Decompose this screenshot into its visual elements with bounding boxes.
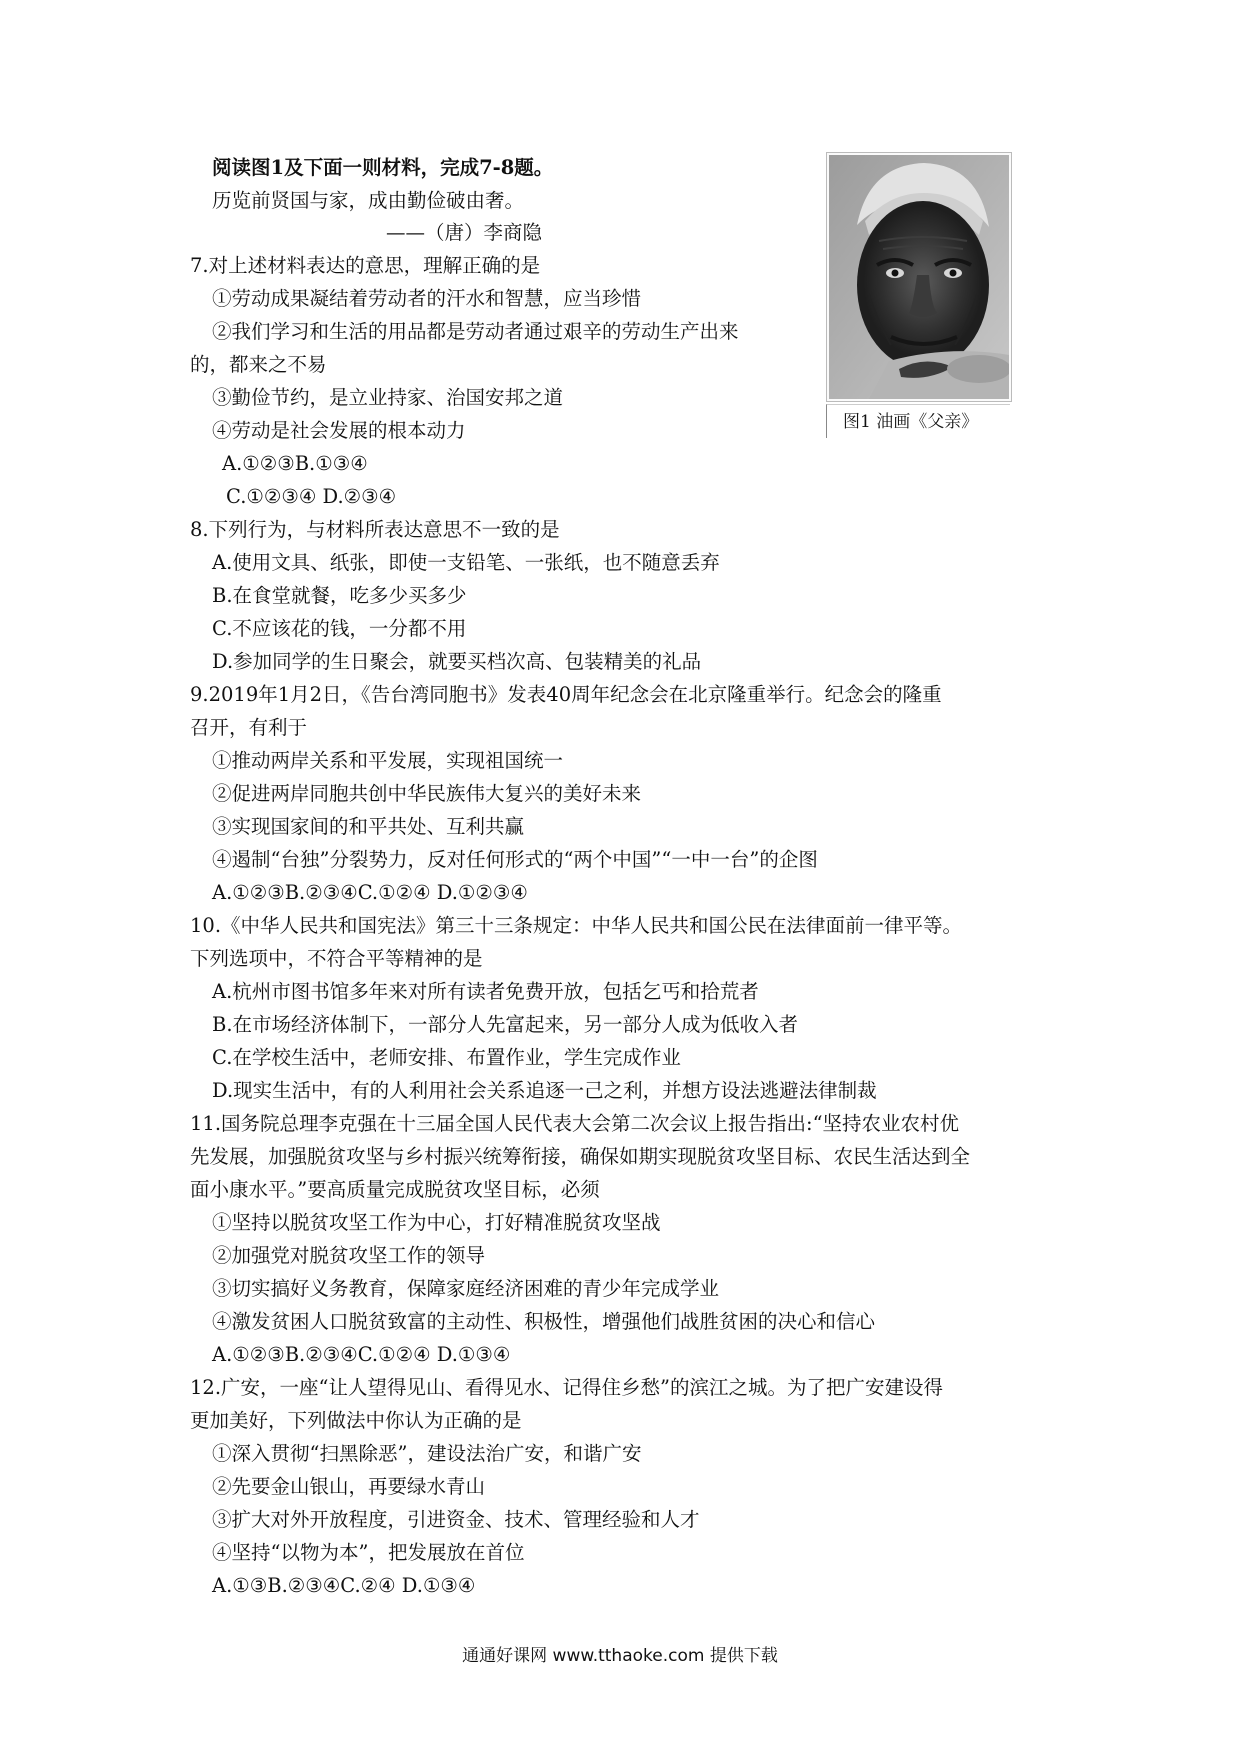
- question-7-option-4: ④劳动是社会发展的根本动力: [212, 419, 466, 442]
- question-7-option-3: ③勤俭节约，是立业持家、治国安邦之道: [212, 386, 564, 409]
- question-7-option-2-cont: 的，都来之不易: [190, 353, 327, 376]
- question-12-stem-1: 12.广安，一座“让人望得见山、看得见水、记得住乡愁”的滨江之城。为了把广安建设得: [190, 1376, 943, 1399]
- question-10-option-a: A.杭州市图书馆多年来对所有读者免费开放，包括乞丐和拾荒者: [212, 980, 759, 1003]
- question-10-option-b: B.在市场经济体制下，一部分人先富起来，另一部分人成为低收入者: [212, 1013, 799, 1036]
- question-11-option-4: ④激发贫困人口脱贫致富的主动性、积极性，增强他们战胜贫困的决心和信心: [212, 1310, 876, 1333]
- question-10-option-c: C.在学校生活中，老师安排、布置作业，学生完成作业: [212, 1046, 681, 1069]
- question-9-stem-1: 9.2019年1月2日，《告台湾同胞书》发表40周年纪念会在北京隆重举行。纪念会的隆重: [190, 683, 942, 706]
- question-10-stem-1: 10.《中华人民共和国宪法》第三十三条规定：中华人民共和国公民在法律面前一律平等。: [190, 914, 963, 937]
- quote-author: ——（唐）李商隐: [386, 221, 543, 244]
- question-10-option-d: D.现实生活中，有的人利用社会关系追逐一己之利，并想方设法逃避法律制裁: [212, 1079, 877, 1102]
- question-12-option-3: ③扩大对外开放程度，引进资金、技术、管理经验和人才: [212, 1508, 700, 1531]
- question-7-option-2: ②我们学习和生活的用品都是劳动者通过艰辛的劳动生产出来: [212, 320, 739, 343]
- question-11-option-1: ①坚持以脱贫攻坚工作为中心，打好精准脱贫攻坚战: [212, 1211, 661, 1234]
- question-7-answers-ab: A.①②③B.①③④: [222, 452, 368, 475]
- question-11-option-2: ②加强党对脱贫攻坚工作的领导: [212, 1244, 486, 1267]
- instruction: 阅读图1及下面一则材料，完成7-8题。: [212, 156, 554, 179]
- question-12-option-4: ④坚持“以物为本”，把发展放在首位: [212, 1541, 525, 1564]
- question-12-option-1: ①深入贯彻“扫黑除恶”，建设法治广安，和谐广安: [212, 1442, 642, 1465]
- question-9-option-3: ③实现国家间的和平共处、互利共赢: [212, 815, 525, 838]
- question-11-answers: A.①②③B.②③④C.①②④ D.①③④: [212, 1343, 511, 1366]
- question-8-option-a: A.使用文具、纸张，即使一支铅笔、一张纸，也不随意丢弃: [212, 551, 720, 574]
- question-7-stem: 7.对上述材料表达的意思，理解正确的是: [190, 254, 541, 277]
- question-8-stem: 8.下列行为，与材料所表达意思不一致的是: [190, 518, 560, 541]
- question-7-option-1: ①劳动成果凝结着劳动者的汗水和智慧，应当珍惜: [212, 287, 642, 310]
- question-12-answers: A.①③B.②③④C.②④ D.①③④: [212, 1574, 476, 1597]
- question-12-stem-2: 更加美好，下列做法中你认为正确的是: [190, 1409, 522, 1432]
- question-8-option-c: C.不应该花的钱，一分都不用: [212, 617, 467, 640]
- question-12-option-2: ②先要金山银山，再要绿水青山: [212, 1475, 486, 1498]
- question-9-option-4: ④遏制“台独”分裂势力，反对任何形式的“两个中国”“一中一台”的企图: [212, 848, 818, 871]
- question-8-option-d: D.参加同学的生日聚会，就要买档次高、包装精美的礼品: [212, 650, 702, 673]
- father-painting-image: [829, 155, 1009, 399]
- figure-caption: 图1 油画《父亲》: [826, 404, 1010, 438]
- question-9-option-2: ②促进两岸同胞共创中华民族伟大复兴的美好未来: [212, 782, 642, 805]
- question-11-stem-1: 11.国务院总理李克强在十三届全国人民代表大会第二次会议上报告指出:“坚持农业农村优: [190, 1112, 960, 1135]
- footer-download-note: 通通好课网 www.tthaoke.com 提供下载: [462, 1646, 778, 1666]
- quote: 历览前贤国与家，成由勤俭破由奢。: [212, 189, 525, 212]
- question-9-option-1: ①推动两岸关系和平发展，实现祖国统一: [212, 749, 564, 772]
- oil-painting-figure: [826, 152, 1012, 402]
- question-11-option-3: ③切实搞好义务教育，保障家庭经济困难的青少年完成学业: [212, 1277, 720, 1300]
- question-11-stem-2: 先发展，加强脱贫攻坚与乡村振兴统筹衔接，确保如期实现脱贫攻坚目标、农民生活达到全: [190, 1145, 971, 1168]
- question-8-option-b: B.在食堂就餐，吃多少买多少: [212, 584, 467, 607]
- question-9-answers: A.①②③B.②③④C.①②④ D.①②③④: [212, 881, 528, 904]
- question-10-stem-2: 下列选项中，不符合平等精神的是: [190, 947, 483, 970]
- question-9-stem-2: 召开，有利于: [190, 716, 308, 739]
- question-7-answers-cd: C.①②③④ D.②③④: [226, 485, 397, 508]
- question-11-stem-3: 面小康水平。”要高质量完成脱贫攻坚目标，必须: [190, 1178, 600, 1201]
